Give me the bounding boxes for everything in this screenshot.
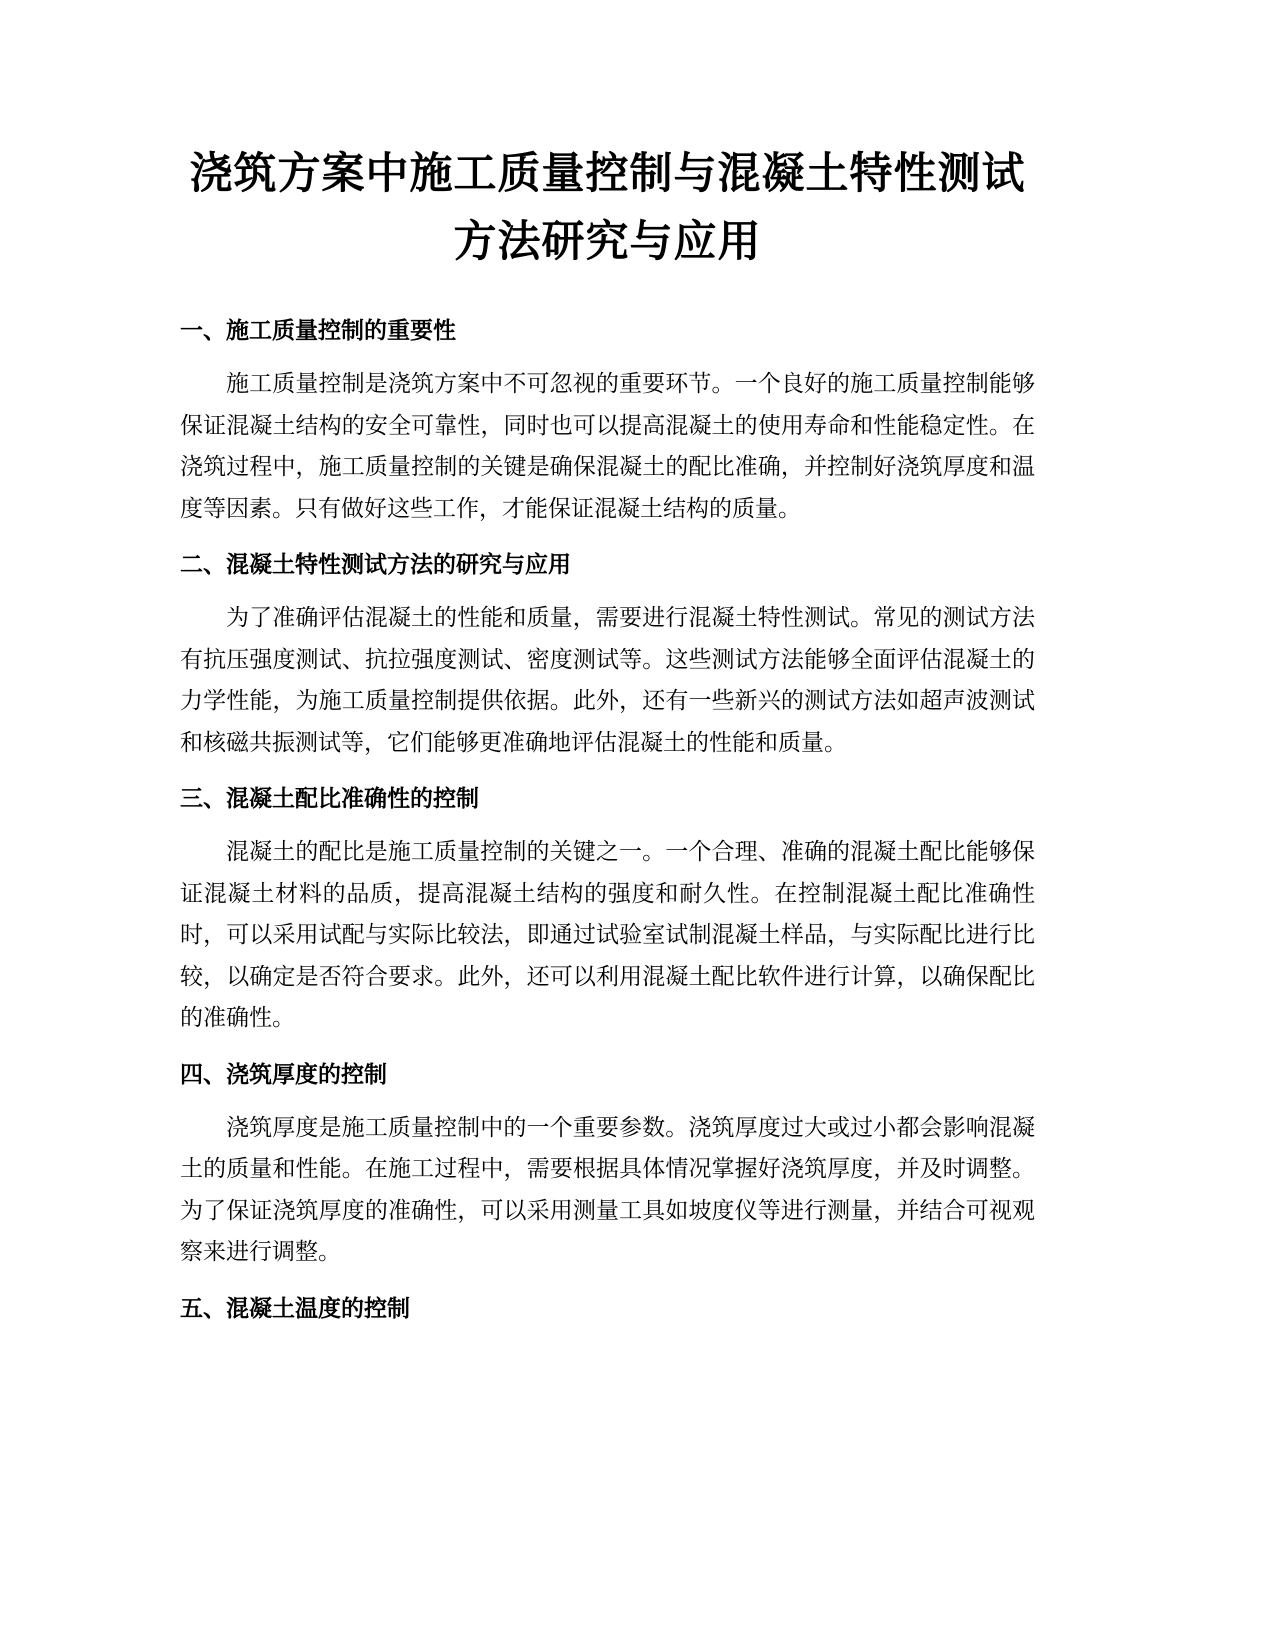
title-line-1: 浇筑方案中施工质量控制与混凝土特性测试	[189, 149, 1026, 199]
title-line-2: 方法研究与应用	[453, 217, 762, 267]
section-1	[180, 316, 1035, 530]
section-heading: 一、施工质量控制的重要性	[180, 318, 456, 344]
document-title	[180, 140, 1035, 276]
section-5	[180, 1294, 1035, 1324]
document-page	[180, 140, 1035, 1342]
section-3	[180, 784, 1035, 1040]
section-heading: 四、浇筑厚度的控制	[180, 1061, 387, 1088]
section-heading: 二、混凝土特性测试方法的研究与应用	[180, 552, 571, 578]
section-4	[180, 1060, 1035, 1274]
section-paragraph: 为了准确评估混凝土的性能和质量，需要进行混凝土特性测试。常见的测试方法有抗压强度测试、抗拉强度测试、密度测试等。这些测试方法能够全面评估混凝土的力学性能，为施工质量控制提供依据。此外，还有一些新兴的测试方法如超声波测试和核磁共振测试等，它们能够更准确地评估混凝土的性能和质量。	[180, 605, 1035, 756]
section-paragraph: 浇筑厚度是施工质量控制中的一个重要参数。浇筑厚度过大或过小都会影响混凝土的质量和性能。在施工过程中，需要根据具体情况掌握好浇筑厚度，并及时调整。为了保证浇筑厚度的准确性，可以采用测量工具如坡度仪等进行测量，并结合可视观察来进行调整。	[180, 1114, 1035, 1265]
section-heading: 五、混凝土温度的控制	[180, 1295, 410, 1322]
section-2	[180, 550, 1035, 764]
section-paragraph: 混凝土的配比是施工质量控制的关键之一。一个合理、准确的混凝土配比能够保证混凝土材料的品质，提高混凝土结构的强度和耐久性。在控制混凝土配比准确性时，可以采用试配与实际比较法，即通过试验室试制混凝土样品，与实际配比进行比较，以确定是否符合要求。此外，还可以利用混凝土配比软件进行计算，以确保配比的准确性。	[180, 839, 1035, 1031]
section-heading: 三、混凝土配比准确性的控制	[180, 786, 479, 812]
section-paragraph: 施工质量控制是浇筑方案中不可忽视的重要环节。一个良好的施工质量控制能够保证混凝土结构的安全可靠性，同时也可以提高混凝土的使用寿命和性能稳定性。在浇筑过程中，施工质量控制的关键是确保混凝土的配比准确，并控制好浇筑厚度和温度等因素。只有做好这些工作，才能保证混凝土结构的质量。	[180, 371, 1035, 522]
